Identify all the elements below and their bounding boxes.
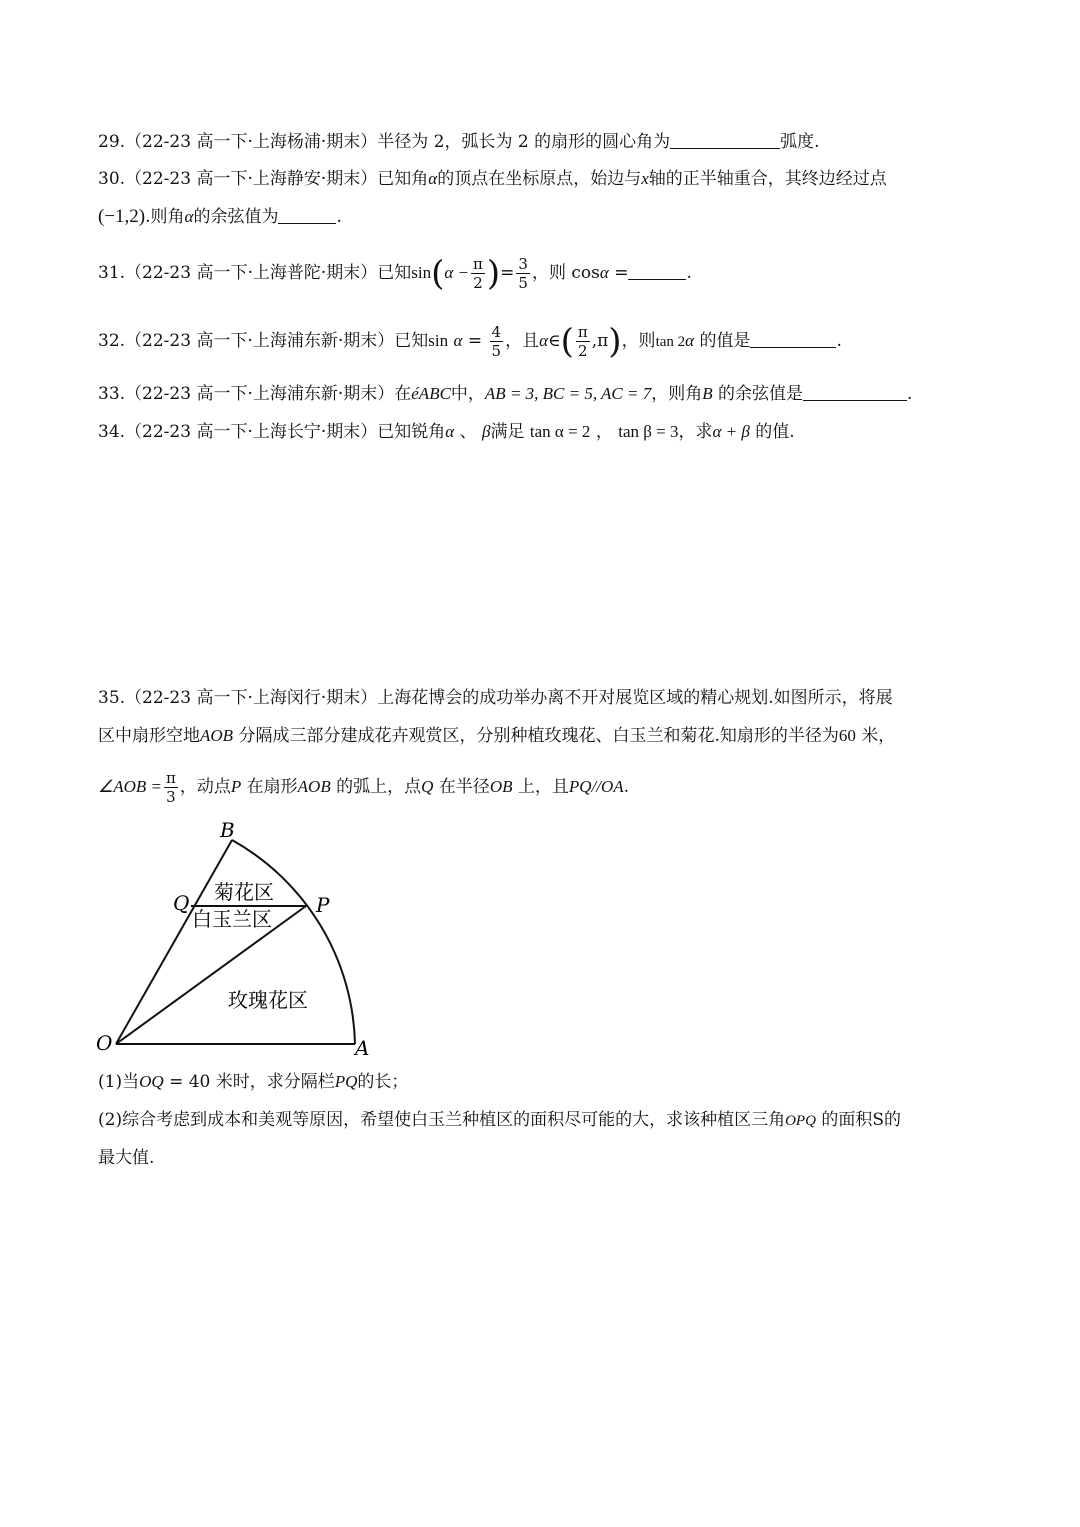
side-lengths: AB = 3, BC = 5, AC = 7 (484, 384, 652, 403)
question-34 (98, 420, 795, 444)
numerator: 4 (491, 323, 502, 341)
question-33 (98, 382, 912, 406)
separator: ， (595, 422, 613, 442)
denominator: 5 (518, 274, 528, 292)
tan-alpha-eq: tan α = 2 (529, 422, 591, 441)
fraction-pi-over-2 (471, 255, 485, 292)
sector-diagram (90, 815, 390, 1065)
q35-text: 分隔成三部分建成花卉观赏区，分别种植玫瑰花、白玉兰和菊花.知扇形的半径为 (238, 726, 839, 746)
fraction-pi-over-2 (576, 323, 590, 360)
sum-expr: α + β (712, 422, 750, 441)
q35-text: 区中扇形空地 (98, 726, 200, 746)
sector-arc (232, 840, 355, 1044)
numerator: π (577, 323, 588, 341)
q34-text: ，求 (678, 422, 713, 442)
q32-text: ，则 (621, 331, 656, 351)
q34-text: 满足 (490, 422, 525, 442)
q35-text: 35.（22-23 高一下·上海闵行·期末）上海花博会的成功举办离不开对展览区域的精心规划.如图所示，将展 (98, 688, 893, 708)
triangle-abc: éABC (411, 384, 451, 403)
numerator: 3 (518, 255, 528, 273)
label-q: Q (173, 891, 190, 915)
alpha-symbol: α (599, 263, 609, 282)
zone-rose: 玫瑰花区 (228, 988, 308, 1012)
question-32 (98, 316, 842, 367)
segment-oq: OQ (139, 1072, 164, 1091)
q35-text: 在半径 (438, 777, 490, 797)
alpha-symbol: α (428, 169, 438, 188)
fraction-4-over-5 (490, 323, 504, 360)
question-35-part2-line2 (98, 1146, 154, 1170)
alpha-symbol: α (685, 331, 695, 350)
q29-text: 29.（22-23 高一下·上海杨浦·期末）半径为 2，弧长为 2 的扇形的圆心角为 (98, 132, 671, 152)
interval-end: ,π (591, 331, 609, 351)
radius-value: 60 (838, 726, 856, 745)
left-paren: ( (431, 253, 445, 294)
q32-text: 32.（22-23 高一下·上海浦东新·期末）已知 (98, 331, 429, 351)
q35-text: . (623, 777, 630, 797)
radius-ob: OB (489, 777, 513, 796)
q31-text: ，则 cos (531, 263, 600, 283)
q34-text: 34.（22-23 高一下·上海长宁·期末）已知锐角 (98, 422, 446, 442)
segment-pq: PQ (334, 1072, 358, 1091)
alpha-symbol: α (453, 331, 463, 350)
expr-alpha-minus: α − (444, 263, 470, 282)
question-30-line2 (98, 205, 342, 229)
answer-blank (278, 206, 336, 224)
sin-function: sin (428, 331, 449, 350)
left-paren: ( (560, 321, 574, 362)
alpha-symbol: α (539, 331, 548, 350)
question-30-line1 (98, 167, 887, 191)
q30-tail: . (336, 207, 342, 227)
q30-text: .则角 (145, 207, 185, 227)
answer-blank (803, 383, 907, 401)
q30-text: 的顶点在坐标原点，始边与 (437, 169, 642, 189)
equals-sign: = (614, 263, 629, 283)
part2-text: 最大值. (98, 1148, 155, 1168)
right-paren: ) (486, 253, 501, 294)
point-coordinates: (−1,2) (98, 206, 146, 227)
q29-tail: 弧度. (780, 132, 820, 152)
pq-parallel-oa: PQ//OA (568, 777, 624, 796)
part2-text: 的面积S的 (821, 1110, 901, 1130)
numerator: π (473, 255, 483, 273)
question-35-line2 (98, 724, 895, 748)
label-o: O (96, 1031, 113, 1055)
question-35-part1 (98, 1070, 408, 1094)
point-q: Q (421, 777, 434, 796)
part1-text: = 40 米时，求分隔栏 (169, 1072, 335, 1092)
label-p: P (316, 893, 330, 917)
question-29 (98, 130, 820, 154)
q33-text: ，则角 (651, 384, 703, 404)
triangle-opq: OPQ (785, 1113, 816, 1129)
q30-text: 的余弦值为 (193, 207, 279, 227)
element-of-sign: ∈ (548, 331, 561, 351)
question-31 (98, 248, 692, 298)
label-a: A (355, 1036, 370, 1060)
answer-blank (628, 262, 686, 280)
equals-sign: = (467, 331, 483, 351)
angle-b: B (702, 384, 713, 403)
q31-text: 31.（22-23 高一下·上海普陀·期末）已知 (98, 263, 412, 283)
q35-text: 米， (861, 726, 896, 746)
q35-text: ，动点 (179, 777, 231, 797)
sector-aob: AOB (200, 726, 234, 745)
alpha-symbol: α (184, 207, 194, 226)
q35-text: 在扇形 (246, 777, 298, 797)
denominator: 2 (473, 274, 483, 292)
q32-text: ，且 (505, 331, 540, 351)
right-paren: ) (608, 321, 622, 362)
q33-text: 的余弦值是 (718, 384, 804, 404)
q30-text: 30.（22-23 高一下·上海静安·期末）已知角 (98, 169, 429, 189)
alpha-symbol: α (445, 422, 455, 441)
denominator: 3 (166, 788, 176, 806)
denominator: 2 (578, 342, 588, 360)
part1-text: 的长； (357, 1072, 409, 1092)
label-b: B (220, 818, 235, 842)
q33-text: 33.（22-23 高一下·上海浦东新·期末）在 (98, 384, 412, 404)
q32-text: 的值是 (699, 331, 751, 351)
question-35-part2 (98, 1108, 901, 1133)
q31-tail: . (686, 263, 692, 283)
sector-aob: AOB (297, 777, 331, 796)
fraction-3-over-5 (516, 255, 530, 292)
denominator: 5 (491, 342, 502, 360)
q33-tail: . (907, 384, 913, 404)
question-35-line3 (98, 762, 629, 812)
numerator: π (166, 769, 176, 787)
radius-ob (116, 840, 232, 1044)
answer-blank (670, 131, 780, 149)
q35-text: 上，且 (517, 777, 569, 797)
question-35-line1 (98, 686, 893, 710)
tan-function: tan 2 (655, 334, 686, 350)
q34-tail: 的值. (755, 422, 795, 442)
part2-text: (2)综合考虑到成本和美观等原因，希望使白玉兰种植区的面积尽可能的大，求该种植区三角 (98, 1110, 786, 1130)
part1-text: (1)当 (98, 1072, 140, 1092)
zone-chrysanthemum: 菊花区 (214, 880, 274, 904)
zone-magnolia: 白玉兰区 (192, 907, 272, 931)
q33-text: 中， (450, 384, 485, 404)
separator: 、 (459, 422, 477, 442)
q32-tail: . (836, 331, 842, 351)
point-p: P (230, 777, 242, 796)
x-symbol: x (641, 169, 649, 188)
q35-text: 的弧上，点 (336, 777, 422, 797)
sin-function: sin (411, 263, 432, 282)
equals-sign: = (500, 263, 515, 283)
tan-beta-eq: tan β = 3 (618, 422, 679, 441)
angle-aob: ∠AOB = (98, 777, 163, 796)
fraction-pi-over-3 (164, 769, 178, 806)
q30-text: 轴的正半轴重合，其终边经过点 (648, 169, 887, 189)
beta-symbol: β (482, 422, 491, 441)
answer-blank (750, 330, 836, 348)
